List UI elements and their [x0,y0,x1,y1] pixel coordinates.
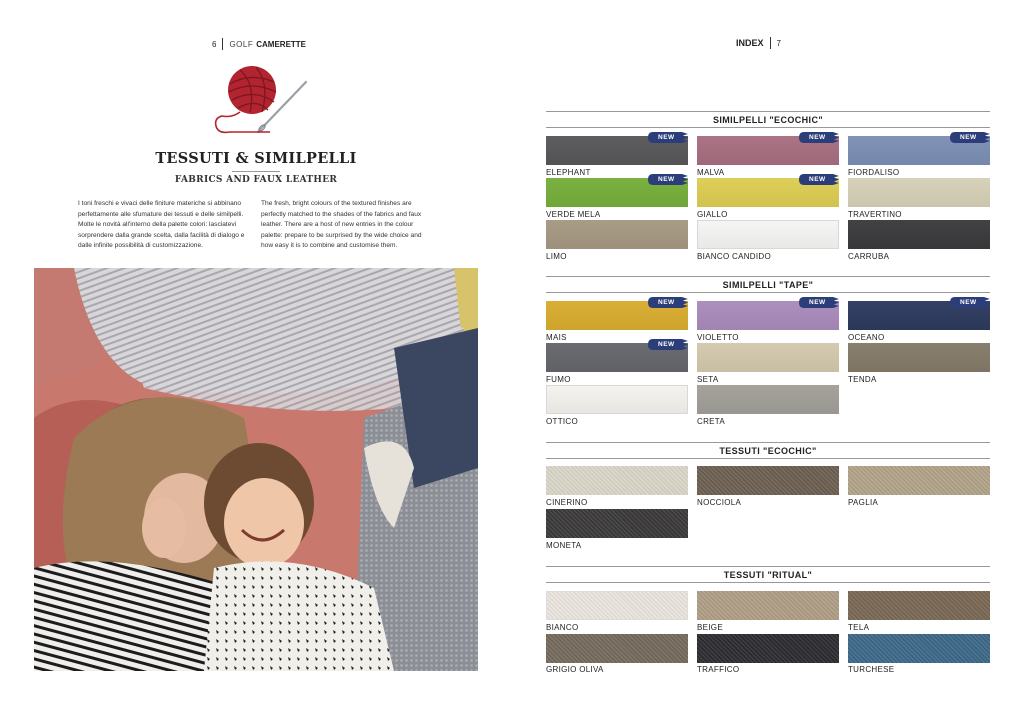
swatch-tela[interactable] [848,591,990,620]
swatch-label: SETA [697,375,719,384]
swatch-label: GIALLO [697,210,728,219]
swatch-label: CARRUBA [848,252,890,261]
swatch-label: TENDA [848,375,877,384]
swatch-label: BEIGE [697,623,723,632]
swatch-label: MONETA [546,541,582,550]
new-badge [648,174,688,185]
swatch-label: MAIS [546,333,567,342]
swatch-grigio-oliva[interactable] [546,634,688,663]
swatch-beige[interactable] [697,591,839,620]
swatch-paglia[interactable] [848,466,990,495]
photo-children-pillows [34,268,478,671]
swatch-label: PAGLIA [848,498,879,507]
section-title-tessuti-ritual: TESSUTI "RITUAL" [723,570,813,580]
section-rule [546,458,990,459]
new-badge-text: NEW [658,134,675,141]
new-badge-text: NEW [809,134,826,141]
page-title: TESSUTI & SIMILPELLI [155,150,357,167]
new-badge-text: NEW [658,341,675,348]
swatch-label: CRETA [697,417,726,426]
new-badge [799,174,839,185]
swatch-label: NOCCIOLA [697,498,742,507]
section-rule [546,127,990,128]
header-divider [222,38,223,50]
swatch-label: ELEPHANT [546,168,591,177]
section-rule [546,276,990,277]
swatch-moneta[interactable] [546,509,688,538]
swatch-label: OCEANO [848,333,885,342]
section-rule [546,582,990,583]
swatch-label: FUMO [546,375,571,384]
swatch-label: TRAVERTINO [848,210,902,219]
new-badge [648,297,688,308]
section-rule [546,442,990,443]
title-divider [232,171,280,172]
swatch-label: LIMO [546,252,567,261]
swatch-label: VERDE MELA [546,210,601,219]
page-header-right [736,37,781,49]
swatch-label: MALVA [697,168,725,177]
swatch-label: OTTICO [546,417,579,426]
description-italian: I toni freschi e vivaci delle finiture materiche si abbinano perfettamente alle sfumature dei tessuti e delle similpelli. Molte le novità all'interno della palette colori: lasciatevi sorprendere dalla grande scelta, dalla facilità di dialogo e dalle infinite possibilità di customizzazione. [78,200,245,250]
section-title-similpelli-tape: SIMILPELLI "TAPE" [722,280,814,290]
page-header-left [212,38,306,50]
description-english: The fresh, bright colours of the textured finishes are perfectly matched to the shades of the fabrics and faux leather. There are a host of new entries in the colour palette: prepare to be surprised by the wide choice and how easy it is to combine and customise them. [261,200,422,250]
swatch-label: TELA [848,623,870,632]
page-subtitle: FABRICS AND FAUX LEATHER [174,175,338,185]
swatch-traffico[interactable] [697,634,839,663]
swatch-carruba[interactable] [848,220,990,249]
new-badge-text: NEW [658,176,675,183]
swatch-label: GRIGIO OLIVA [546,665,604,674]
new-badge [950,132,990,143]
section-rule [546,566,990,567]
swatch-label: BIANCO [546,623,579,632]
section-title-similpelli-ecochic: SIMILPELLI "ECOCHIC" [712,115,824,125]
swatch-travertino[interactable] [848,178,990,207]
new-badge-text: NEW [658,299,675,306]
swatch-label: CINERINO [546,498,588,507]
header-divider [770,37,771,49]
brand-name: GOLF [229,39,254,49]
section-rule [546,111,990,112]
swatch-label: FIORDALISO [848,168,900,177]
index-label: INDEX [736,38,764,48]
swatch-label: TURCHESE [848,665,895,674]
section-rule [546,292,990,293]
new-badge [799,132,839,143]
new-badge-text: NEW [809,299,826,306]
new-badge-text: NEW [960,134,977,141]
new-badge [648,132,688,143]
swatch-ottico[interactable] [546,385,688,414]
new-badge-text: NEW [809,176,826,183]
new-badge-text: NEW [960,299,977,306]
section-name: CAMERETTE [256,39,307,49]
swatch-bianco-candido[interactable] [697,220,839,249]
new-badge [799,297,839,308]
page-number-right: 7 [776,38,781,48]
swatch-tenda[interactable] [848,343,990,372]
swatch-creta[interactable] [697,385,839,414]
swatch-label: VIOLETTO [697,333,739,342]
yarn-ball-needle-icon [210,62,310,142]
swatch-cinerino[interactable] [546,466,688,495]
swatch-turchese[interactable] [848,634,990,663]
swatch-label: BIANCO CANDIDO [697,252,771,261]
swatch-limo[interactable] [546,220,688,249]
new-badge [950,297,990,308]
swatch-bianco[interactable] [546,591,688,620]
new-badge [648,339,688,350]
swatch-nocciola[interactable] [697,466,839,495]
section-title-tessuti-ecochic: TESSUTI "ECOCHIC" [719,446,817,456]
swatch-seta[interactable] [697,343,839,372]
page-number-left: 6 [212,39,217,49]
swatch-label: TRAFFICO [697,665,740,674]
